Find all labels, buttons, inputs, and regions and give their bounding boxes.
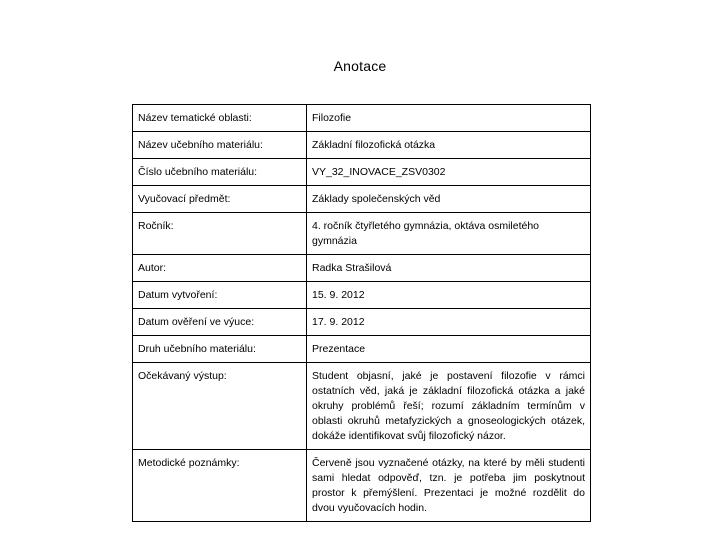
annotation-table: [132, 104, 591, 522]
row-label-author: Autor:: [133, 255, 307, 282]
table-row: [133, 105, 591, 132]
table-row: [133, 159, 591, 186]
row-value-topic-area: Filozofie: [307, 105, 591, 132]
row-value-methodical-notes: Červeně jsou vyznačené otázky, na které by měli studenti sami hledat odpověď, tzn. je potřeba jim poskytnout prostor k přemýšlení. Prezentaci je možné rozdělit do dvou vyučovacích hodin.: [307, 450, 591, 522]
table-row: [133, 282, 591, 309]
row-label-material-name: Název učebního materiálu:: [133, 132, 307, 159]
row-label-material-number: Číslo učebního materiálu:: [133, 159, 307, 186]
table-row: [133, 213, 591, 255]
row-value-date-created: 15. 9. 2012: [307, 282, 591, 309]
table-row: [133, 450, 591, 522]
row-value-material-number: VY_32_INOVACE_ZSV0302: [307, 159, 591, 186]
row-label-material-type: Druh učebního materiálu:: [133, 336, 307, 363]
row-value-material-type: Prezentace: [307, 336, 591, 363]
row-label-subject: Vyučovací předmět:: [133, 186, 307, 213]
row-value-author: Radka Strašilová: [307, 255, 591, 282]
table-row: [133, 255, 591, 282]
table-row: [133, 336, 591, 363]
row-label-date-verified: Datum ověření ve výuce:: [133, 309, 307, 336]
row-value-material-name: Základní filozofická otázka: [307, 132, 591, 159]
row-label-date-created: Datum vytvoření:: [133, 282, 307, 309]
row-label-topic-area: Název tematické oblasti:: [133, 105, 307, 132]
row-label-grade: Ročník:: [133, 213, 307, 255]
row-value-subject: Základy společenských věd: [307, 186, 591, 213]
table-row: [133, 309, 591, 336]
table-row: [133, 132, 591, 159]
document-title: Anotace: [333, 58, 387, 74]
row-label-methodical-notes: Metodické poznámky:: [133, 450, 307, 522]
row-value-grade: 4. ročník čtyřletého gymnázia, oktáva osmiletého gymnázia: [307, 213, 591, 255]
table-row: [133, 186, 591, 213]
row-value-date-verified: 17. 9. 2012: [307, 309, 591, 336]
row-label-expected-outcome: Očekávaný výstup:: [133, 363, 307, 450]
table-row: [133, 363, 591, 450]
row-value-expected-outcome: Student objasní, jaké je postavení filozofie v rámci ostatních věd, jaká je základní filozofická otázka a jaké okruhy problémů řeší; rozumí základním termínům v oblasti okruhů metafyzických a gnoseologických otázek, dokáže identifikovat svůj filozofický názor.: [307, 363, 591, 450]
